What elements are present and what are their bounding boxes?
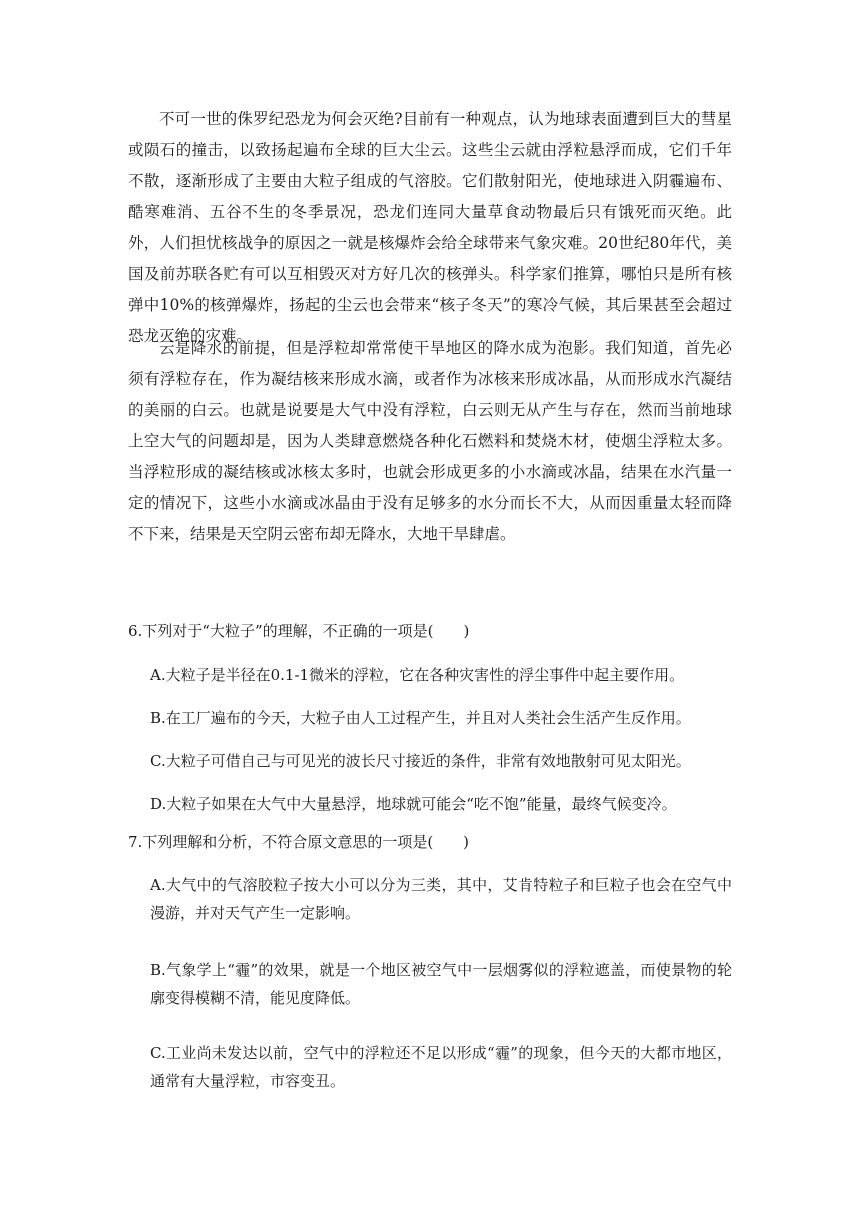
- question-6-option-b: B.在工厂遍布的今天，大粒子由人工过程产生，并且对人类社会生活产生反作用。: [150, 709, 691, 727]
- question-7-option-a: A.大气中的气溶胶粒子按大小可以分为三类，其中，艾肯特粒子和巨粒子也会在空气中漫游，并对天气产生一定影响。: [150, 876, 732, 922]
- question-6-option-c: C.大粒子可借自己与可见光的波长尺寸接近的条件，非常有效地散射可见太阳光。: [150, 752, 691, 770]
- question-7-option-c: C.工业尚未发达以前，空气中的浮粒还不足以形成“霾”的现象，但今天的大都市地区，通常有大量浮粒，市容变丑。: [150, 1044, 732, 1090]
- question-7-stem: 7.下列理解和分析，不符合原文意思的一项是( ): [128, 833, 470, 851]
- question-7-option-b: B.气象学上“霾”的效果，就是一个地区被空气中一层烟雾似的浮粒遮盖，而使景物的轮廓变得模糊不清，能见度降低。: [150, 961, 732, 1007]
- question-6-option-a: A.大粒子是半径在0.1-1微米的浮粒，它在各种灾害性的浮尘事件中起主要作用。: [150, 666, 685, 684]
- passage-paragraph-1: 不可一世的侏罗纪恐龙为何会灭绝?目前有一种观点，认为地球表面遭到巨大的彗星或陨石的撞击，以致扬起遍布全球的巨大尘云。这些尘云就由浮粒悬浮而成，它们千年不散，逐渐形成了主要由大粒子组成的气溶胶。它们散射阳光，使地球进入阴霾遍布、酷寒难消、五谷不生的冬季景况，恐龙们连同大量草食动物最后只有饿死而灭绝。此外，人们担忧核战争的原因之一就是核爆炸会给全球带来气象灾难。20世纪80年代，美国及前苏联各贮有可以互相毁灭对方好几次的核弹头。科学家们推算，哪怕只是所有核弹中10%的核弹爆炸，扬起的尘云也会带来“核子冬天”的寒冷气候，其后果甚至会超过恐龙灭绝的灾难。: [128, 110, 732, 345]
- passage-paragraph-2: 云是降水的前提，但是浮粒却常常使干旱地区的降水成为泡影。我们知道，首先必须有浮粒存在，作为凝结核来形成水滴，或者作为冰核来形成冰晶，从而形成水汽凝结的美丽的白云。也就是说要是大气中没有浮粒，白云则无从产生与存在，然而当前地球上空大气的问题却是，因为人类肆意燃烧各种化石燃料和焚烧木材，使烟尘浮粒太多。当浮粒形成的凝结核或冰核太多时，也就会形成更多的小水滴或冰晶，结果在水汽量一定的情况下，这些小水滴或冰晶由于没有足够多的水分而长不大，从而因重量太轻而降不下来，结果是天空阴云密布却无降水，大地干旱肆虐。: [128, 339, 732, 543]
- question-6-option-d: D.大粒子如果在大气中大量悬浮，地球就可能会“吃不饱”能量，最终气候变冷。: [150, 795, 677, 813]
- question-6-stem: 6.下列对于“大粒子”的理解，不正确的一项是( ): [128, 622, 470, 640]
